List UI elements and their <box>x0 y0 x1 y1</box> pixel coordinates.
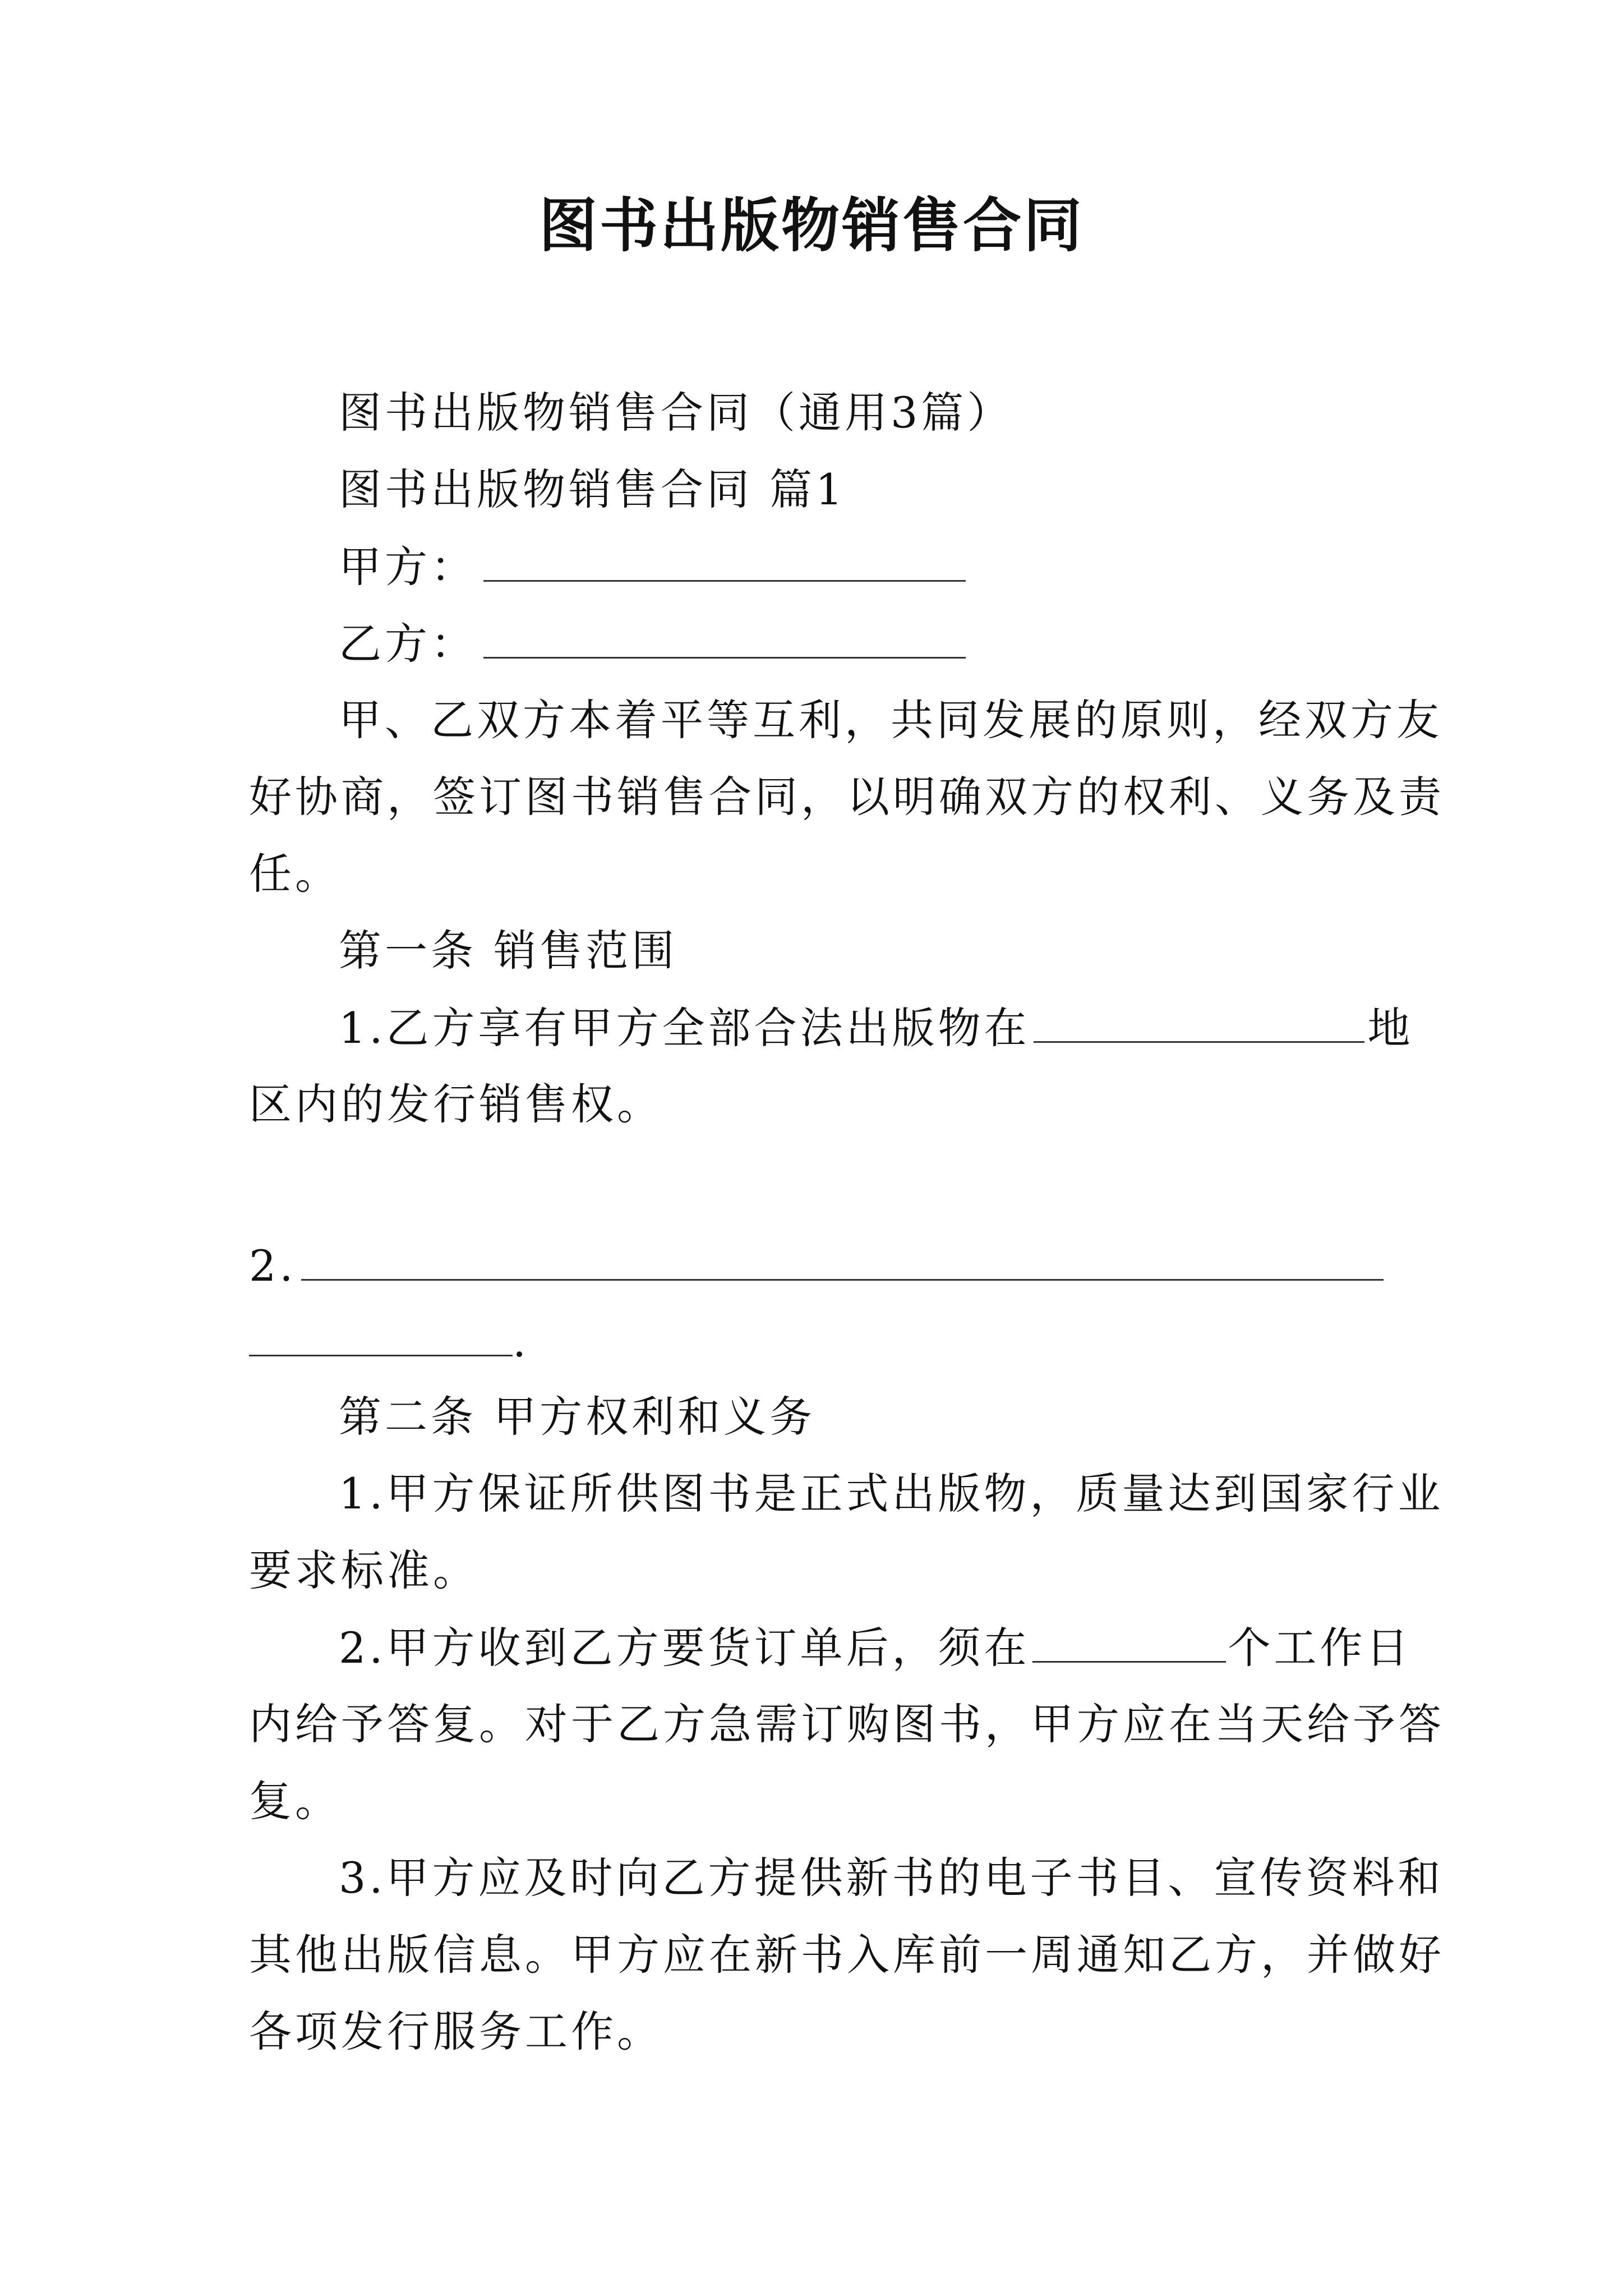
clause-text: 1.乙方享有甲方全部合法出版物在 <box>339 1003 1030 1053</box>
paragraph-line <box>249 1240 1384 1291</box>
clause-text: 地 <box>1367 1003 1414 1053</box>
article-heading: 第二条 甲方权利和义务 <box>339 1392 816 1442</box>
clause-blank <box>249 1315 513 1356</box>
region-blank <box>1034 1002 1364 1043</box>
paragraph-line: 甲、乙双方本着平等互利，共同发展的原则，经双方友 <box>339 695 1442 745</box>
document-title: 图书出版物销售合同 <box>538 191 1084 260</box>
paragraph-line: 要求标准。 <box>249 1545 479 1595</box>
clause-text: 2.甲方收到乙方要货订单后，须在 <box>339 1623 1030 1673</box>
paragraph-line: 任。 <box>249 849 341 899</box>
clause-blank <box>301 1240 1384 1281</box>
party-b-label: 乙方： <box>339 619 477 669</box>
paragraph-line: 好协商，签订图书销售合同，以明确双方的权利、义务及责 <box>249 772 1445 822</box>
party-a-blank <box>483 541 966 582</box>
paragraph-line: 区内的发行销售权。 <box>249 1079 663 1129</box>
clause-period: . <box>513 1317 530 1366</box>
paragraph-line <box>249 1315 529 1367</box>
paragraph-line: 各项发行服务工作。 <box>249 2007 663 2056</box>
paragraph-line <box>339 1622 1412 1673</box>
contract-subtitle: 图书出版物销售合同（通用3篇） <box>339 388 1013 438</box>
paragraph-line: 内给予答复。对于乙方急需订购图书，甲方应在当天给予答 <box>249 1699 1445 1749</box>
party-b-blank <box>483 618 966 659</box>
clause-number: 2. <box>249 1241 297 1291</box>
paragraph-line: 1.甲方保证所供图书是正式出版物，质量达到国家行业 <box>339 1469 1444 1519</box>
clause-text: 个工作日 <box>1228 1623 1412 1673</box>
paragraph-line: 3.甲方应及时向乙方提供新书的电子书目、宣传资料和 <box>339 1853 1444 1903</box>
party-b-line <box>339 618 966 669</box>
party-a-line <box>339 541 966 592</box>
article-heading: 第一条 销售范围 <box>339 926 678 976</box>
party-a-label: 甲方： <box>339 542 477 592</box>
days-blank <box>1032 1622 1226 1663</box>
paragraph-line: 其他出版信息。甲方应在新书入库前一周通知乙方，并做好 <box>249 1930 1445 1980</box>
paragraph-line <box>339 1002 1414 1053</box>
section-heading: 图书出版物销售合同 篇1 <box>339 464 846 514</box>
paragraph-line: 复。 <box>249 1776 341 1826</box>
